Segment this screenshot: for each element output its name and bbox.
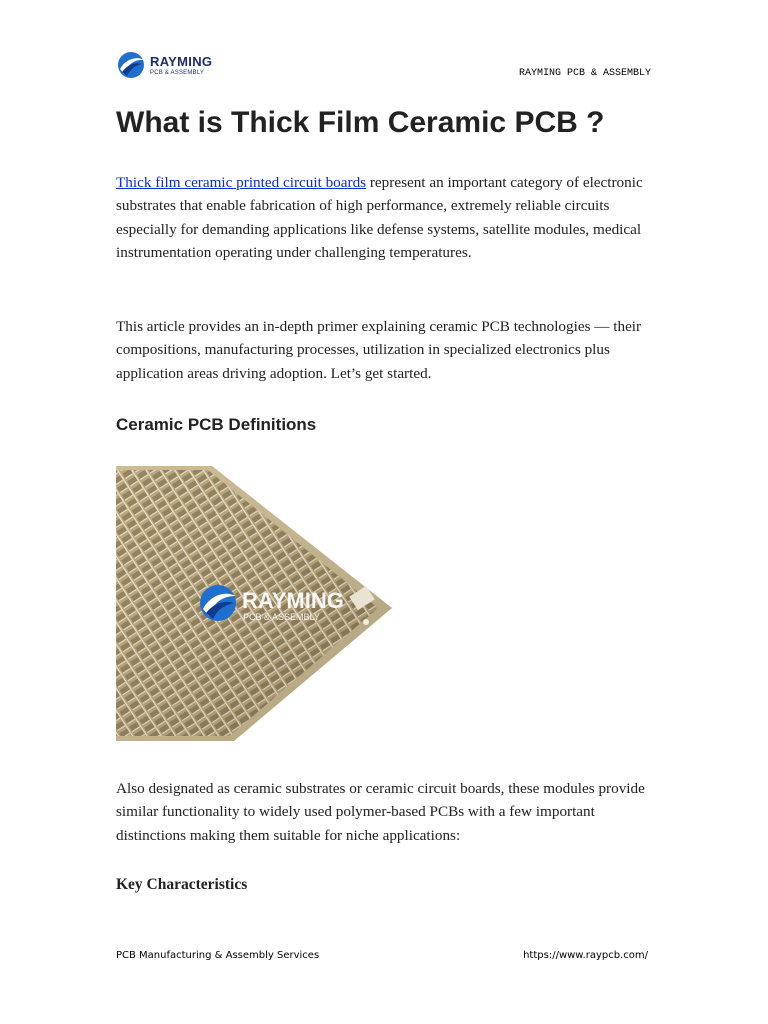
intro-text: represent an important category of electronic substrates that enable fabrication of high performance, extremely reliable circuits especially for demanding applications like defense systems, satellite modules, medical instrumentation operating under challenging temperatures. xyxy=(116,174,643,261)
watermark-name: RAYMING xyxy=(242,588,344,613)
logo-subtitle: PCB & ASSEMBLY xyxy=(150,69,205,76)
rayming-logo xyxy=(116,50,212,80)
rayming-logo-icon xyxy=(116,50,146,80)
page-title: What is Thick Film Ceramic PCB ? xyxy=(116,106,605,139)
header-company-name: RAYMING PCB & ASSEMBLY xyxy=(518,68,651,79)
article-overview-paragraph: This article provides an in-depth primer explaining ceramic PCB technologies — their compositions, manufacturing processes, utilization in specialized electronics plus application areas driving adoption. Let’s get started. xyxy=(116,318,642,382)
thick-film-link[interactable]: Thick film ceramic printed circuit boards xyxy=(116,174,367,191)
key-characteristics-heading: Key Characteristics xyxy=(116,876,248,893)
designation-paragraph: Also designated as ceramic substrates or ceramic circuit boards, these modules provide similar functionality to widely used polymer-based PCBs with a few important distinctions making them suitable for niche applications: xyxy=(116,780,645,844)
watermark-subtitle: PCB & ASSEMBLY xyxy=(243,612,320,622)
ceramic-pcb-image xyxy=(116,466,392,741)
watermark-icon xyxy=(200,585,236,621)
section-heading: Ceramic PCB Definitions xyxy=(116,415,317,434)
logo-name: RAYMING xyxy=(150,53,213,69)
footer-services: PCB Manufacturing & Assembly Services xyxy=(116,950,320,961)
intro-paragraph xyxy=(116,171,656,264)
footer-url[interactable]: https://www.raypcb.com/ xyxy=(523,950,648,961)
